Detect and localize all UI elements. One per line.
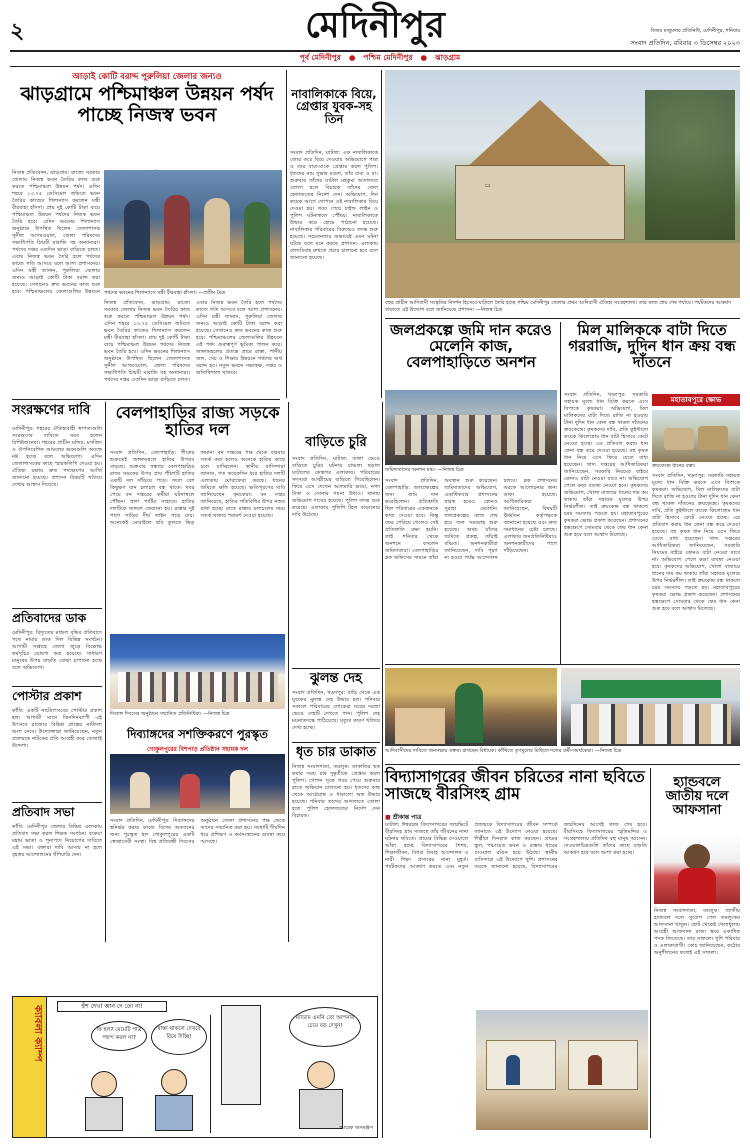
rally-photo-right: [561, 668, 740, 746]
masthead-title: মেদিনীপুর: [305, 5, 445, 46]
cartoon-man-3-icon: [293, 1061, 349, 1131]
cartoon-man-icon: [81, 1071, 127, 1131]
section-paschim[interactable]: পশ্চিম মেদিনীপুর: [363, 53, 413, 62]
cartoon-strip: [12, 996, 378, 1138]
elephants-body: সংবাদ প্রতিদিন, বেলপাহাড়ি: শীতের শুরুতেই জঙ্গলমহলে হাতির উপদ্রব বাড়ছে। শুক্রবার সন্ধ্যায় বেলপাহাড়ির রাজ্য সড়কের উপর প্রায় পঁচিশটি হাতির একটি দল দাঁড়িয়ে পড়ে। ফলে বেশ কিছুক্ষণ যান চলাচল বন্ধ থাকে। খবর পেয়ে বন দপ্তরের কর্মীরা ঘটনাস্থলে পৌঁছন। হুলা পার্টির সাহায্যে হাতির দলটিকে জঙ্গলে ফেরানো হয়। রাস্তার দুই পাশে গাড়ির দীর্ঘ লাইন পড়ে যায়। অনেকেই মোবাইলে ছবি তুলতে ভিড় জমান। বন দপ্তরের পক্ষ থেকে বারবার সতর্ক করা হলেও অনেকে হাতির কাছে চলে যাচ্ছিলেন। স্থানীয় বাসিন্দারা জানান, গত কয়েকদিন ধরে হাতির দলটি এলাকায় ঘোরাফেরা করছে। ধানের জমিতে ক্ষতি হয়েছে। ক্ষতিপূরণের দাবি জানিয়েছেন কৃষকেরা। বন দপ্তর জানিয়েছে, হাতির গতিবিধির উপর নজর রাখা হচ্ছে। রাতে রাস্তায় চলাচলের সময় সতর্ক থাকার পরামর্শ দেওয়া হয়েছে।: [110, 450, 285, 526]
nabalika-headline[interactable]: নাবালিকাকে বিয়ে, গ্রেপ্তার যুবক-সহ তিন: [291, 87, 377, 126]
dateline-top: বিজয় মজুমদার প্রতিনিধি, মেদিনীপুর, শনিবার: [650, 28, 740, 34]
cartoon-title-panel: [13, 997, 47, 1137]
jhargram-photo: [104, 170, 282, 288]
protibad-sabha-headline[interactable]: প্রতিবাদ সভা: [12, 805, 75, 819]
jhargram-caption: পর্ষদের ভবনের শিলান্যাসে মন্ত্রী বীরবাহা হাঁসদা। —প্রতীম মৈত্র: [104, 290, 226, 296]
sangraksha-headline[interactable]: সংরক্ষণের দাবি: [12, 403, 91, 418]
mill-photo: [652, 410, 740, 462]
section-purba[interactable]: পূর্ব মেদিনীপুর: [299, 53, 341, 62]
section-jhargram[interactable]: ঝাড়গ্রাম: [435, 53, 461, 62]
disability-body: সংবাদ প্রতিদিন, মেদিনীপুর: দিব্যাঙ্গদের স্বনির্ভর করার কাজে বিশেষ অবদানের জন্য পুরস্কৃত হল গোকুলপুরের একটি স্বেচ্ছাসেবী সংস্থা। বিশ্ব প্রতিবন্ধী দিবসের অনুষ্ঠানে জেলা প্রশাসনের পক্ষ থেকে তাদের সম্মানিত করা হয়। সংস্থাটি দীর্ঘদিন ধরে প্রশিক্ষণ ও কর্মসংস্থানের ব্যবস্থা করে আসছে।: [110, 818, 285, 845]
byline-bullet-icon: ■: [385, 814, 393, 821]
cartoon-credit: আরেক অসমঞ্জস: [339, 1125, 373, 1131]
vidyasagar-headline[interactable]: বিদ্যাসাগরের জীবন চরিতের নানা ছবিতে সাজছে বীরসিংহ গ্রাম: [385, 767, 645, 804]
section-dot-icon: ●: [348, 53, 356, 62]
disability-photo-2: [110, 754, 285, 814]
jal-photo: [385, 390, 557, 465]
jal-body: সংবাদ প্রতিদিন, বেলপাহাড়ি: জলপ্রকল্পের জন্য জমি দান করেছিলেন। প্রতিশ্রুতি ছিল পরিবারের একজনকে কাজ দেওয়া হবে। কিন্তু বছর পেরিয়ে গেলেও সেই প্রতিশ্রুতি রক্ষা হয়নি। তাই শনিবার থেকে অনশনে বসলেন জমিদাতারা। বেলপাহাড়ির ব্লক অফিসের সামনে তাঁরা অবস্থান শুরু করেছেন। জমিদাতাদের অভিযোগ, একাধিকবার প্রশাসনের দ্বারস্থ হয়েও কোনও সুরাহা মেলেনি। জলপ্রকল্পের কাজ শেষ হয়ে জল সরবরাহ শুরু হয়েছে। অথচ যাঁদের জমিতে প্রকল্প, তাঁরাই বঞ্চিত। অনশনকারীরা জানিয়েছেন, দাবি পূরণ না হওয়া পর্যন্ত আন্দোলন চলবে। ব্লক প্রশাসনের তরফে আলোচনার জন্য ডাকা হয়েছে। আধিকারিকরা জানিয়েছেন, বিষয়টি ঊর্ধ্বতন কর্তৃপক্ষকে জানানো হয়েছে এবং দ্রুত সমাধানের চেষ্টা চলছে। এলাকার জনপ্রতিনিধিরাও অনশনকারীদের পাশে দাঁড়িয়েছেন।: [385, 478, 557, 561]
mill-tag: মহাতাবপুরে ক্ষোভ: [652, 394, 740, 406]
page-number: ২: [10, 19, 25, 44]
handball-body: নিজস্ব সংবাদদাতা, তমলুক: জাতীয় হ্যান্ডবল দলে সুযোগ পেল তমলুকের আফসানা খাতুন। ছোট থেকেই খেলাধুলায় আগ্রহী আফসানা রাজ্য স্তরে একাধিক পদক জিতেছে। তার সাফল্যে খুশি পরিবার ও এলাকাবাসী। কোচ জানিয়েছেন, কঠোর অনুশীলনের ফলেই এই সাফল্য।: [654, 908, 740, 956]
hut-sign-icon: ▭: [485, 182, 491, 189]
nabalika-body: সংবাদ প্রতিদিন, ঘাটাল: এক নাবালিকাকে জোর করে বিয়ে দেওয়ার অভিযোগে পাত্র ও তার বাবা-মাকে গ্রেপ্তার করল পুলিশ। ধৃতদের নাম সুভাষ মণ্ডল, তাঁর বাবা ও মা। শুক্রবার তাঁদের ঘাটাল মহকুমা আদালতে তোলা হলে বিচারক তাঁদের জেল হেফাজতের নির্দেশ দেন। অভিযোগ, দিন কয়েক আগে গোপনে ওই নাবালিকার বিয়ে দেওয়া হয়। খবর পেয়ে চাইল্ড লাইন ও পুলিশ ঘটনাস্থলে পৌঁছয়। নাবালিকাকে উদ্ধার করে হোমে পাঠানো হয়েছে। নাবালিকার পরিবারের বিরুদ্ধেও তদন্ত শুরু হয়েছে। সচেতনতার অভাবেই এমন ঘটনা ঘটছে বলে মনে করছে প্রশাসন। এলাকায় বাল্যবিবাহ রুখতে প্রচার চালানো হবে বলে জানানো হয়েছে।: [290, 150, 378, 261]
dacoits-body: নিজস্ব সংবাদদাতা, তমলুক: ডাকাতির ছক কষার সময় চার দুষ্কৃতীকে গ্রেপ্তার করল পুলিশ। গোপন সূত্রে খবর পেয়ে শুক্রবার রাতে অভিযান চালানো হয়। ধৃতদের কাছ থেকে আগ্নেয়াস্ত্র ও ধারালো অস্ত্র উদ্ধার হয়েছে। শনিবার তাদের আদালতে তোলা হলে পুলিশ হেফাজতের নির্দেশ দেন বিচারক।: [292, 764, 380, 819]
disability-headline[interactable]: দিব্যাঙ্গদের সশক্তিকরণে পুরস্কৃত: [127, 727, 268, 741]
jhargram-kicker: আড়াই কোটি বরাদ্দ পুরুলিয়া জেলার জন্যও: [72, 72, 222, 82]
dateline-bottom: সংবাদ প্রতিদিন, রবিবার ৩ ডিসেম্বর ২০২৩: [630, 39, 740, 47]
protibader-body: মেদিনীপুর: বিদ্যুতের মাশুল বৃদ্ধির প্রতিবাদে পথে নামার ডাক দিল বিভিন্ন সংগঠন। আগামী সপ্তাহে জেলা জুড়ে বিক্ষোভ কর্মসূচির ঘোষণা করা হয়েছে। সাধারণ মানুষের উপর বাড়তি বোঝা চাপানো হচ্ছে বলে অভিযোগ।: [12, 630, 102, 671]
cartoon-bubble-3: ম্যাডাম এমনি তো আপনার চেয়ে বড় দেখুন!: [289, 1007, 361, 1047]
sangraksha-body: মেদিনীপুর: শহরের ঐতিহ্যবাহী স্থাপত্যগুলি সংরক্ষণের দাবিতে সরব হলেন বিশিষ্টজনেরা। শহরের প্রাচীন মন্দির, মসজিদ ও ঔপনিবেশিক আমলের ভবনগুলি অযত্নে নষ্ট হচ্ছে বলে অভিযোগ। এদিন জেলাশাসকের কাছে স্মারকলিপি দেওয়া হয়। ঐতিহ্য রক্ষায় দ্রুত পদক্ষেপের আর্জি জানানো হয়েছে। প্রশাসন বিষয়টি খতিয়ে দেখার আশ্বাস দিয়েছে।: [12, 426, 102, 488]
jal-headline[interactable]: জলপ্রকল্পে জমি দান করেও মেলেনি কাজ, বেলপাহাড়িতে অনশন: [390, 321, 552, 372]
protibad-sabha-body: কাঁথি: মেদিনীপুর জেলার বিভিন্ন এলাকায় প্রতিবাদ সভা করল শিক্ষক সংগঠন। বকেয়া মহার্ঘ ভাতা ও শূন্যপদে নিয়োগের দাবিতে এই সভা। বক্তারা দাবি আদায় না হলে বৃহত্তর আন্দোলনের হুঁশিয়ারি দেন।: [12, 824, 102, 858]
cartoon-banner: হুঁশ দেখ! আন দে তো না!: [57, 1001, 167, 1012]
cartoon-man-2-icon: [151, 1069, 197, 1131]
protibader-headline[interactable]: প্রতিবাদের ডাক: [12, 611, 87, 625]
section-bar: [280, 53, 480, 65]
elephants-headline[interactable]: বেলপাহাড়ির রাজ্য সড়কে হাতির দল: [115, 403, 280, 440]
mill-body: সংবাদ প্রতিদিন, খড়্গপুর: সরকারি সহায়ক মূল্যে ধান বিক্রি করতে এসে বিপাকে কৃষকরা। অভিযোগ, মিল মালিকদের বাটা দিতে রাজি না হওয়ায় টানা দুদিন ধান কেনা বন্ধ থাকল দাঁতনের ক্রয়কেন্দ্রে। কৃষকদের দাবি, প্রতি কুইন্টালে কয়েক কিলোগ্রাম ধান বাটা হিসাবে কেটে নেওয়া হচ্ছে। এর প্রতিবাদ করায় ধান কেনা বন্ধ করে দেওয়া হয়েছে। বহু কৃষক ধান নিয়ে এসে ফিরে যেতে বাধ্য হয়েছেন। খাদ্য দপ্তরের আধিকারিকরা জানিয়েছেন, সরকারি নিয়মের বাইরে কোনও বাটা নেওয়া যাবে না। অভিযোগ পেলে কড়া ব্যবস্থা নেওয়া হবে। কৃষকদের অভিযোগ, খোলা বাজারে ধানের দাম কম থাকায় তাঁরা সহায়ক মূল্যের উপর নির্ভরশীল। তাই ক্রয়কেন্দ্র বন্ধ থাকলে চরম সমস্যায় পড়তে হয়। মহাতাবপুরের কৃষকরা ক্ষোভ প্রকাশ করেছেন। প্রশাসনের হস্তক্ষেপে সোমবার থেকে ফের ধান কেনা শুরু হবে বলে আশ্বাস মিলেছে।: [564, 392, 648, 538]
cartoon-bubble-1: কি হল? মেয়েটি পাত্র পছন্দ করল না?: [91, 1021, 147, 1051]
handball-photo: [654, 834, 740, 904]
vidyasagar-mural-photo: [476, 1010, 648, 1130]
theft-headline[interactable]: বাড়িতে চুরি: [305, 435, 367, 450]
disability-kicker: গোকুলপুরের বিশপাড় প্রতিষ্ঠান সহায়ক দল: [146, 746, 249, 753]
cartoon-title: ক্যাবলা ক্যাম্প: [32, 1005, 43, 1062]
theft-body: সংবাদ প্রতিদিন, ঘাটাল: তালা ভেঙে বাড়িতে চুরির ঘটনায় চাঞ্চল্য ছড়াল ঘাটালের কোন্নগর এলাকায়। পরিবারের সদস্যরা আত্মীয়ের বাড়িতে গিয়েছিলেন। ফিরে এসে দেখেন আলমারি ভাঙা, নগদ টাকা ও সোনার গয়না উধাও। থানায় অভিযোগ দায়ের হয়েছে। পুলিশ তদন্ত শুরু করেছে। এলাকায় পুলিশি টহল বাড়ানোর দাবি উঠেছে।: [292, 456, 380, 518]
mill-headline[interactable]: মিল মালিককে বাটা দিতে গররাজি, দুদিন ধান ক্রয় বন্ধ দাঁতনে: [568, 321, 736, 372]
jal-caption: জমিদাতাদের অনশন মঞ্চ। —নিজস্ব চিত্র: [385, 467, 464, 473]
handball-headline[interactable]: হ্যান্ডবলে জাতীয় দলে আফসানা: [665, 775, 729, 819]
cartoon-panel-2: [213, 1001, 377, 1135]
dacoits-headline[interactable]: ধৃত চার ডাকাত: [296, 745, 376, 760]
poster-body: কাঁথি: একটি নাট্যোৎসবের পোস্টার প্রকাশ হল। আগামী মাসে তিনদিনব্যাপী এই উৎসবে রাজ্যের বিভিন্ন প্রান্তের নাট্যদল অংশ নেবে। উদ্যোক্তারা জানিয়েছেন, নতুন প্রজন্মকে নাটকের প্রতি আগ্রহী করে তোলাই উদ্দেশ্য।: [12, 708, 102, 749]
jhargram-body-cont: নিজস্ব প্রতিবেদন, ঝাড়গ্রাম: রাজ্যে সরকার জেলায় নিজস্ব ভবন তৈরির কাজ শুরু করতে পশ্চিমাঞ্চল উন্নয়ন পর্ষদ। এদিন শহরে ১৩.৭৫ ডেসিমেল জমিতে ভবন তৈরির কাজের শিলান্যাস করলেন মন্ত্রী বীরবাহা হাঁসদা। প্রায় দুই কোটি টাকা ব্যয়ে পশ্চিমাঞ্চল উন্নয়ন পর্ষদের নিজস্ব ভবন তৈরি হবে। এদিন ভবনের শিলান্যাস অনুষ্ঠানে উপস্থিত ছিলেন জেলাশাসক সুনীল আগরওয়াল, জেলা পরিষদের সভাধিপতি চিন্ময়ী মারান্ডি সহ অন্যান্যরা। পর্ষদের দপ্তর এতদিন ভাড়া বাড়িতে চলত। এবার নিজস্ব ভবন তৈরি হলে পর্ষদের কাজে গতি আসবে বলে আশা প্রশাসনের। এদিন মন্ত্রী জানান, পুরুলিয়া জেলার জন্যও আড়াই কোটি টাকা বরাদ্দ করা হয়েছে। সেখানেও দ্রুত ভবনের কাজ শুরু হবে। পশ্চিমাঞ্চলের জেলাগুলির উন্নয়নে এই পর্ষদ গুরুত্বপূর্ণ ভূমিকা পালন করে। জঙ্গলমহলের প্রত্যন্ত গ্রামে রাস্তা, পানীয় জল, সেচ ও শিক্ষার উন্নয়নে পর্ষদের অর্থ বরাদ্দ হয়। নতুন ভবনে সভাকক্ষ, দপ্তর ও অতিথিশালা থাকবে।: [104, 300, 282, 383]
vidyasagar-byline: ■ শ্রীকান্ত পাত্র: [385, 814, 422, 821]
jhargram-headline[interactable]: ঝাড়গ্রামে পশ্চিমাঞ্চল উন্নয়ন পর্ষদ পাচ্ছে নিজস্ব ভবন: [20, 83, 274, 126]
jhargram-body: নিজস্ব প্রতিবেদন, ঝাড়গ্রাম: রাজ্যে সরকার জেলায় নিজস্ব ভবন তৈরির কাজ শুরু করতে পশ্চিমাঞ্চল উন্নয়ন পর্ষদ। এদিন শহরে ১৩.৭৫ ডেসিমেল জমিতে ভবন তৈরির কাজের শিলান্যাস করলেন মন্ত্রী বীরবাহা হাঁসদা। প্রায় দুই কোটি টাকা ব্যয়ে পশ্চিমাঞ্চল উন্নয়ন পর্ষদের নিজস্ব ভবন তৈরি হবে। এদিন ভবনের শিলান্যাস অনুষ্ঠানে উপস্থিত ছিলেন জেলাশাসক সুনীল আগরওয়াল, জেলা পরিষদের সভাধিপতি চিন্ময়ী মারান্ডি সহ অন্যান্যরা। পর্ষদের দপ্তর এতদিন ভাড়া বাড়িতে চলত। এবার নিজস্ব ভবন তৈরি হলে পর্ষদের কাজে গতি আসবে বলে আশা প্রশাসনের। এদিন মন্ত্রী জানান, পুরুলিয়া জেলার জন্যও আড়াই কোটি টাকা বরাদ্দ করা হয়েছে। সেখানেও দ্রুত ভবনের কাজ শুরু হবে। পশ্চিমাঞ্চলের জেলাগুলির উন্নয়নে: [12, 170, 100, 295]
vidyasagar-body: ঘাটাল: ঈশ্বরচন্দ্র বিদ্যাসাগরের জন্মভিটে বীরসিংহ গ্রাম সাজছে তাঁর জীবনের নানা ঘটনার ছবিতে। গ্রামের বিভিন্ন দেওয়ালে আঁকা হচ্ছে বিদ্যাসাগরের শৈশব, শিক্ষাজীবন, বিধবা বিবাহ আন্দোলন ও নারী শিক্ষা প্রসারের নানা মুহূর্ত। পর্যটকদের আকর্ষণ করতে এবং নতুন প্রজন্মকে বিদ্যাসাগরের জীবন সম্পর্কে জানাতে এই উদ্যোগ নেওয়া হয়েছে। শিল্পীরা দিনরাত কাজ করছেন। গ্রামের স্কুল, পঞ্চায়েত ভবন ও রাস্তার ধারের দেওয়াল রঙিন হয়ে উঠছে। স্থানীয় বাসিন্দারা এই উদ্যোগে খুশি। প্রশাসনের তরফে জানানো হয়েছে, বিদ্যাসাগরের জন্মদিনের আগেই কাজ শেষ হবে। বীরসিংহে বিদ্যাসাগরের স্মৃতিমন্দির ও সংগ্রহশালায় প্রতিদিন বহু মানুষ আসেন। দেওয়ালচিত্রগুলি তাঁদের কাছে বাড়তি আকর্ষণ হবে বলে আশা করা হচ্ছে।: [385, 822, 647, 870]
disability-photo: [110, 634, 285, 709]
poster-headline[interactable]: পোস্টার প্রকাশ: [12, 689, 82, 703]
heritage-hut-photo: [385, 70, 740, 298]
cartoon-door-icon: [221, 1005, 261, 1105]
cartoon-bubble-2: রাস্তা থাকলে দেখবে বিয়ে দিচ্ছি!: [151, 1019, 207, 1055]
hanging-headline[interactable]: ঝুলন্ত দেহ: [310, 671, 362, 686]
cartoon-panel-1: [51, 1015, 211, 1133]
disability-caption: দিব্যাঙ্গ দিবসের অনুষ্ঠানে সম্মানিত প্রতিনিধিরা। —নিজস্ব চিত্র: [110, 711, 230, 717]
rally-photo-left: [385, 668, 557, 746]
hanging-body: সংবাদ প্রতিদিন, খড়্গপুর: বাড়ি থেকে এক যুবকের ঝুলন্ত দেহ উদ্ধার হল। শনিবার সকালে পরিবারের লোকেরা ঘরের দরজা ভেঙে দেহটি দেখতে পান। পুলিশ দেহ ময়নাতদন্তে পাঠিয়েছে। মৃত্যুর কারণ খতিয়ে দেখা হচ্ছে।: [292, 690, 380, 731]
rally-caption: আদিবাসীদের দাবিতে জনসভায় বক্তব্য রাখছেন বিধায়ক। কাঁথিতে তৃণমূলের মিছিলে দলের কর্মী-সমর্থকেরা। —নিজস্ব চিত্র: [385, 748, 622, 754]
mill-caption: ক্রয়কেন্দ্রে ধানের বস্তা।: [652, 463, 696, 469]
section-dot-icon: ●: [420, 53, 428, 62]
mill-body-cont: সংবাদ প্রতিদিন, খড়্গপুর: সরকারি সহায়ক মূল্যে ধান বিক্রি করতে এসে বিপাকে কৃষকরা। অভিযোগ, মিল মালিকদের বাটা দিতে রাজি না হওয়ায় টানা দুদিন ধান কেনা বন্ধ থাকল দাঁতনের ক্রয়কেন্দ্রে। কৃষকদের দাবি, প্রতি কুইন্টালে কয়েক কিলোগ্রাম ধান বাটা হিসাবে কেটে নেওয়া হচ্ছে। এর প্রতিবাদ করায় ধান কেনা বন্ধ করে দেওয়া হয়েছে। বহু কৃষক ধান নিয়ে এসে ফিরে যেতে বাধ্য হয়েছেন। খাদ্য দপ্তরের আধিকারিকরা জানিয়েছেন, সরকারি নিয়মের বাইরে কোনও বাটা নেওয়া যাবে না। অভিযোগ পেলে কড়া ব্যবস্থা নেওয়া হবে। কৃষকদের অভিযোগ, খোলা বাজারে ধানের দাম কম থাকায় তাঁরা সহায়ক মূল্যের উপর নির্ভরশীল। তাই ক্রয়কেন্দ্র বন্ধ থাকলে চরম সমস্যায় পড়তে হয়। মহাতাবপুরের কৃষকরা ক্ষোভ প্রকাশ করেছেন। প্রশাসনের হস্তক্ষেপে সোমবার থেকে ফের ধান কেনা শুরু হবে বলে আশ্বাস মিলেছে।: [652, 473, 740, 612]
hut-caption: বহুর প্রাচীন আদিবাসী সংস্কৃতির নিদর্শন হিসেবে ঘাটালে তৈরি হচ্ছে পশ্চিম মেদিনীপুর জেলার প্রথম আদিবাসী ঐতিহ্য সংগ্রহশালা। তার কাজ প্রায় শেষ পর্যায়ে। পর্যটকদের আকর্ষণ বাড়াতে এই উদ্যোগ বলে জানিয়েছে প্রশাসন। —নিজস্ব চিত্র: [385, 300, 731, 313]
